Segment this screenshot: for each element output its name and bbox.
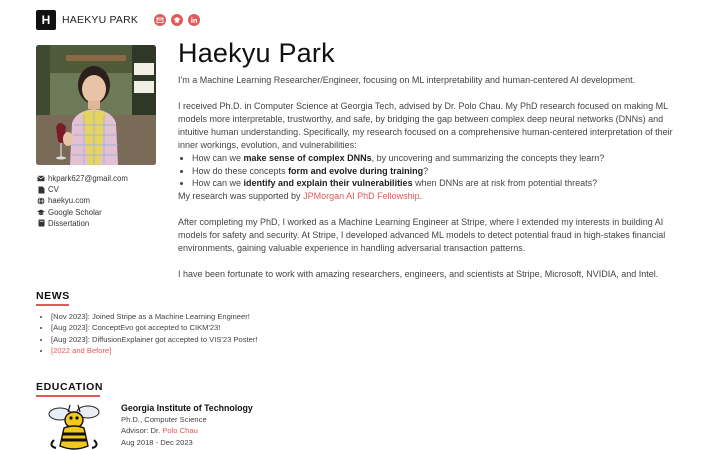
list-item: • How do these concepts form and evolve during training?	[192, 165, 688, 178]
stripe-paragraph: After completing my PhD, I worked as a Machine Learning Engineer at Stripe, where I extended my interests in building AI models for safety and security. At Stripe, I developed advanced ML models to detect potential fraud in high-stakes financial environments, gaining valuable experience in handling adversarial transaction patterns.	[178, 216, 666, 253]
list-item: • [Aug 2023]: DiffusionExplainer got accepted to VIS'23 Poster!	[51, 334, 257, 345]
research-questions	[192, 152, 688, 190]
book-icon	[37, 219, 45, 227]
linkedin-icon[interactable]	[188, 14, 200, 26]
fellowship-line: My research was supported by JPMorgan AI PhD Fellowship.	[178, 190, 423, 201]
advisor: Advisor: Dr. Polo Chau	[121, 426, 198, 436]
contact-google-scholar[interactable]: Google Scholar	[37, 207, 128, 218]
contact-website[interactable]: haekyu.com	[37, 195, 128, 206]
site-title[interactable]: HAEKYU PARK	[62, 14, 139, 26]
school-name: Georgia Institute of Technology	[121, 403, 253, 413]
degree: Ph.D., Computer Science	[121, 415, 207, 424]
education-heading: EDUCATION	[36, 381, 104, 393]
news-heading: NEWS	[36, 290, 70, 302]
contact-email[interactable]: hkpark627@gmail.com	[37, 173, 128, 184]
education-entry	[121, 402, 253, 448]
list-item: • [Aug 2023]: ConceptEvo got accepted to CIKM'23!	[51, 322, 257, 333]
georgia-tech-logo	[44, 400, 106, 450]
email-icon	[37, 175, 45, 183]
advisor-link[interactable]: Polo Chau	[162, 426, 198, 436]
list-item: • How can we make sense of complex DNNs, by uncovering and summarizing the concepts they learn?	[192, 152, 688, 165]
top-bar	[36, 10, 200, 30]
contact-list	[37, 173, 128, 229]
intro-paragraph: I'm a Machine Learning Researcher/Engineer, focusing on ML interpretability and human-centered AI development.	[178, 75, 636, 85]
news-divider	[36, 304, 69, 306]
phd-paragraph: I received Ph.D. in Computer Science at Georgia Tech, advised by Dr. Polo Chau. My PhD research focused on making ML models more interpretable, trustworthy, and safe, by bridging the gap between complex deep neural networks (DNNs) and intuitive human understanding. Specifically, my research focused on a comprehensive human-centered interpretation of their inner workings, evolution, and vulnerabilities: • How can we make sense of complex DNNs, by uncovering and summarizing the concepts they learn? • How do these concepts form and evolve during training? • How can we identify and explain their vulnerabilities when DNNs are at risk from potential threats? My research was supported by JPMorgan AI PhD Fellowship.	[178, 100, 688, 203]
profile-photo	[36, 45, 156, 165]
list-item	[51, 345, 257, 356]
list-item: • [Nov 2023]: Joined Stripe as a Machine Learning Engineer!	[51, 311, 257, 322]
site-logo[interactable]: H	[36, 10, 56, 30]
graduation-cap-icon	[37, 208, 45, 216]
fellowship-link[interactable]: JPMorgan AI PhD Fellowship	[303, 190, 420, 201]
email-icon[interactable]	[154, 14, 166, 26]
file-icon	[37, 186, 45, 194]
closing-paragraph: I have been fortunate to work with amazing researchers, engineers, and scientists at Stripe, Microsoft, NVIDIA, and Intel.	[178, 268, 659, 279]
contact-dissertation[interactable]: Dissertation	[37, 218, 128, 229]
social-links	[154, 14, 200, 26]
bio	[178, 74, 688, 294]
globe-icon	[37, 197, 45, 205]
contact-cv[interactable]: CV	[37, 184, 128, 195]
page-title: Haekyu Park	[178, 38, 335, 68]
education-divider	[36, 395, 100, 397]
news-list	[51, 311, 257, 357]
list-item: • How can we identify and explain their vulnerabilities when DNNs are at risk from potential threats?	[192, 177, 688, 190]
older-news-link[interactable]: [2022 and Before]	[51, 346, 112, 356]
education-dates: Aug 2018 - Dec 2023	[121, 437, 193, 447]
scholar-icon[interactable]	[171, 14, 183, 26]
